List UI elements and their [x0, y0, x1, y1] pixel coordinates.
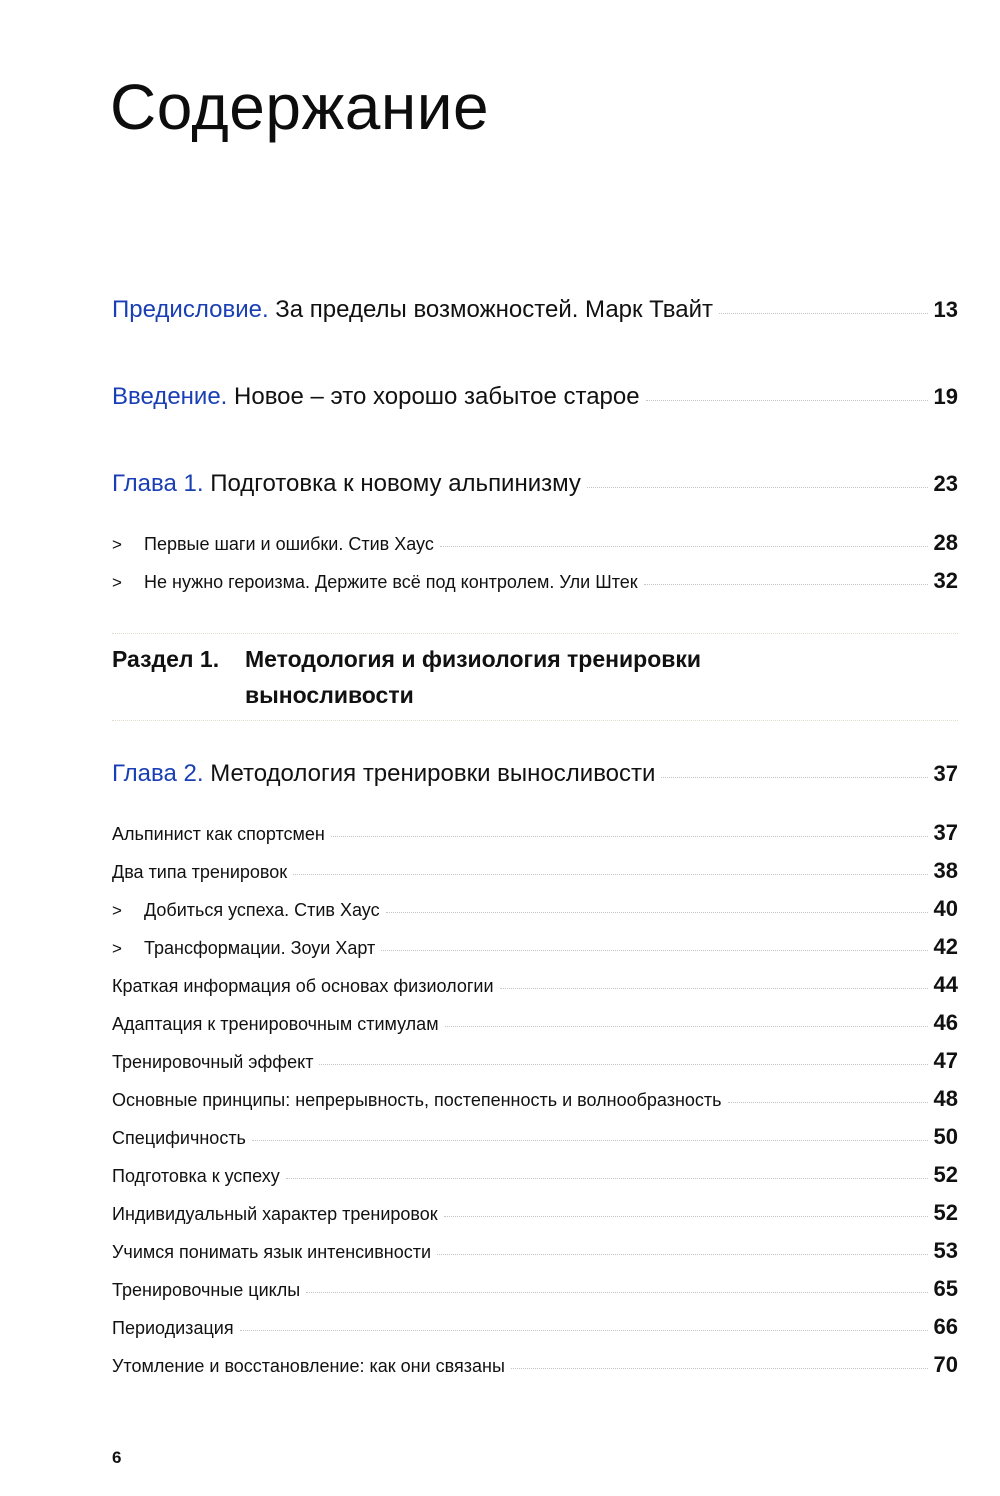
- entry-label: Глава 1.: [112, 470, 204, 497]
- entry-title: Трансформации. Зоуи Харт: [144, 938, 376, 958]
- section-title-line2: выносливости: [245, 682, 414, 708]
- dot-leader: [500, 988, 928, 989]
- page-ref: 52: [933, 1162, 958, 1187]
- page-ref: 44: [933, 972, 958, 997]
- dot-leader: [445, 1026, 928, 1027]
- toc-subentry[interactable]: [112, 1352, 958, 1378]
- dot-leader: [728, 1102, 928, 1103]
- page-ref: 50: [933, 1124, 958, 1149]
- page-ref: 65: [933, 1276, 958, 1301]
- entry-title: Периодизация: [112, 1318, 234, 1338]
- page-ref: 38: [933, 858, 958, 883]
- toc-subentry[interactable]: [112, 1314, 958, 1340]
- dot-leader: [286, 1178, 928, 1179]
- entry-label: Глава 2.: [112, 760, 204, 787]
- dot-leader: [646, 400, 928, 401]
- toc-entry-preface[interactable]: [112, 296, 958, 324]
- dot-leader: [386, 912, 928, 913]
- entry-title: Утомление и восстановление: как они связаны: [112, 1356, 505, 1376]
- dot-leader: [293, 874, 927, 875]
- toc-entry-chapter-1[interactable]: [112, 470, 958, 498]
- entry-title: За пределы возможностей. Марк Твайт: [275, 296, 714, 323]
- toc-subentry[interactable]: [112, 1010, 958, 1036]
- entry-title: Основные принципы: непрерывность, постепенность и волнообразность: [112, 1090, 722, 1110]
- arrow-marker: >: [112, 573, 122, 592]
- entry-title: Методология тренировки выносливости: [210, 760, 656, 787]
- entry-label: Введение.: [112, 383, 228, 410]
- entry-title: Специфичность: [112, 1128, 246, 1148]
- page-ref: 37: [933, 820, 958, 845]
- page-ref: 23: [933, 471, 958, 496]
- entry-title: Не нужно героизма. Держите всё под контролем. Ули Штек: [144, 572, 638, 592]
- section-title-line1: Методология и физиология тренировки: [245, 646, 702, 672]
- page-ref: 37: [933, 761, 958, 786]
- section-divider: [112, 720, 958, 721]
- page-title: Содержание: [110, 71, 490, 143]
- page-number: 6: [112, 1448, 122, 1467]
- page-ref: 66: [933, 1314, 958, 1339]
- toc-subentry[interactable]: [112, 1124, 958, 1150]
- page-ref: 28: [933, 530, 958, 555]
- toc-subentry[interactable]: [112, 1238, 958, 1264]
- dot-leader: [240, 1330, 928, 1331]
- dot-leader: [511, 1368, 928, 1369]
- dot-leader: [661, 777, 927, 778]
- toc-subentry[interactable]: [112, 858, 958, 884]
- entry-title: Краткая информация об основах физиологии: [112, 976, 494, 996]
- page-ref: 13: [933, 297, 958, 322]
- arrow-marker: >: [112, 901, 122, 920]
- toc-subentry[interactable]: [112, 530, 958, 556]
- page-ref: 32: [933, 568, 958, 593]
- dot-leader: [719, 313, 928, 314]
- entry-title: Два типа тренировок: [112, 862, 288, 882]
- dot-leader: [440, 546, 928, 547]
- dot-leader: [306, 1292, 927, 1293]
- toc-entry-introduction[interactable]: [112, 383, 958, 411]
- toc-subentry[interactable]: [112, 1048, 958, 1074]
- toc-subentry[interactable]: [112, 820, 958, 846]
- entry-title: Учимся понимать язык интенсивности: [112, 1242, 432, 1262]
- entry-title: Первые шаги и ошибки. Стив Хаус: [144, 534, 434, 554]
- page-ref: 52: [933, 1200, 958, 1225]
- entry-title: Подготовка к успеху: [112, 1166, 280, 1186]
- section-divider: [112, 633, 958, 634]
- entry-title: Индивидуальный характер тренировок: [112, 1204, 438, 1224]
- dot-leader: [331, 836, 928, 837]
- entry-title: Подготовка к новому альпинизму: [210, 470, 581, 497]
- dot-leader: [319, 1064, 927, 1065]
- toc-subentry[interactable]: [112, 568, 958, 594]
- dot-leader: [587, 487, 928, 488]
- arrow-marker: >: [112, 939, 122, 958]
- arrow-marker: >: [112, 535, 122, 554]
- page-ref: 48: [933, 1086, 958, 1111]
- dot-leader: [252, 1140, 928, 1141]
- toc-subentry[interactable]: [112, 1276, 958, 1302]
- dot-leader: [437, 1254, 927, 1255]
- toc-subentry[interactable]: [112, 896, 958, 922]
- page-ref: 42: [933, 934, 958, 959]
- page-ref: 70: [933, 1352, 958, 1377]
- toc-subentry[interactable]: [112, 934, 958, 960]
- section-heading: [112, 646, 958, 709]
- dot-leader: [644, 584, 928, 585]
- page-ref: 47: [933, 1048, 958, 1073]
- toc-subentry[interactable]: [112, 972, 958, 998]
- dot-leader: [381, 950, 927, 951]
- entry-title: Адаптация к тренировочным стимулам: [112, 1014, 439, 1034]
- page-ref: 19: [933, 384, 958, 409]
- page-ref: 46: [933, 1010, 958, 1035]
- entry-title: Новое – это хорошо забытое старое: [234, 383, 640, 410]
- entry-title: Тренировочные циклы: [112, 1280, 301, 1300]
- dot-leader: [444, 1216, 928, 1217]
- entry-title: Добиться успеха. Стив Хаус: [144, 900, 380, 920]
- entry-title: Тренировочный эффект: [112, 1052, 314, 1072]
- entry-title: Альпинист как спортсмен: [112, 824, 325, 844]
- section-label: Раздел 1.: [112, 646, 220, 672]
- toc-subentry[interactable]: [112, 1086, 958, 1112]
- toc-entry-chapter-2[interactable]: [112, 760, 958, 788]
- toc-subentry[interactable]: [112, 1162, 958, 1188]
- entry-label: Предисловие.: [112, 296, 269, 323]
- page-ref: 53: [933, 1238, 958, 1263]
- toc-subentry[interactable]: [112, 1200, 958, 1226]
- page-ref: 40: [933, 896, 958, 921]
